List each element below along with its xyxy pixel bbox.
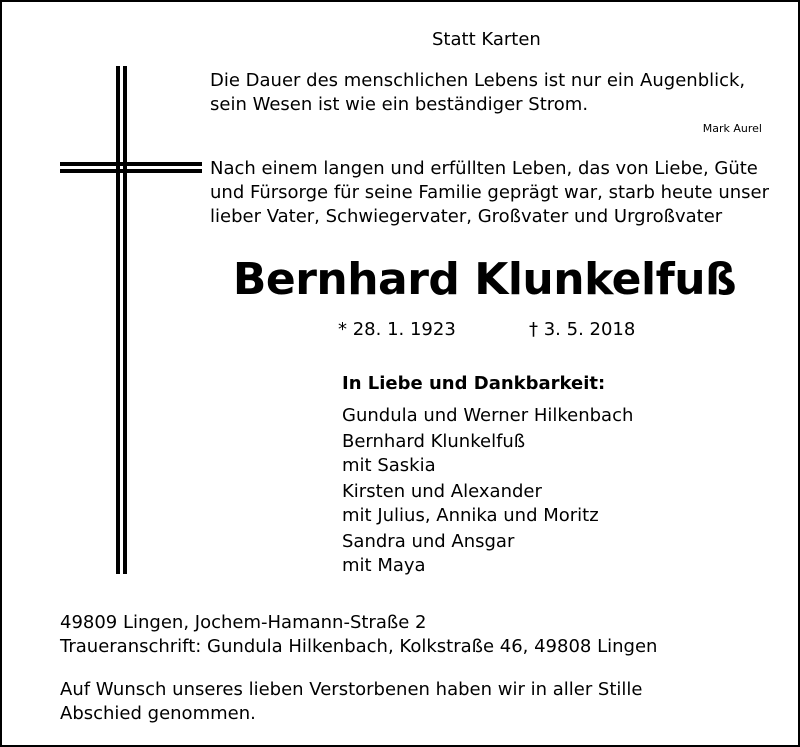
heading-statt-karten: Statt Karten	[432, 29, 541, 50]
mourner-line: Sandra und Ansgar	[342, 531, 515, 552]
mourner-line: Bernhard Klunkelfuß	[342, 431, 526, 452]
mourner-group	[342, 430, 633, 478]
mourner-group	[342, 480, 633, 528]
mourner-line: mit Julius, Annika und Moritz	[342, 505, 599, 526]
mourner-group	[342, 530, 633, 578]
intro-line: Nach einem langen und erfüllten Leben, das von Liebe, Güte	[210, 158, 758, 179]
death-date: † 3. 5. 2018	[529, 319, 636, 340]
quote-line: sein Wesen ist wie ein beständiger Strom.	[210, 94, 589, 115]
intro-line: lieber Vater, Schwiegervater, Großvater und Urgroßvater	[210, 206, 723, 227]
home-address: 49809 Lingen, Jochem-Hamann-Straße 2	[60, 612, 427, 633]
mourners-list	[342, 372, 633, 580]
quote-author: Mark Aurel	[702, 122, 762, 135]
mourner-line: Gundula und Werner Hilkenbach	[342, 405, 634, 426]
intro-line: und Fürsorge für seine Familie geprägt war, starb heute unser	[210, 182, 770, 203]
intro-text	[210, 157, 769, 229]
mourner-line: mit Maya	[342, 555, 426, 576]
deceased-name: Bernhard Klunkelfuß	[232, 254, 737, 305]
quote	[210, 69, 745, 117]
quote-line: Die Dauer des menschlichen Lebens ist nur ein Augenblick,	[210, 70, 746, 91]
closing-line: Abschied genommen.	[60, 703, 256, 724]
mourner-group	[342, 404, 633, 428]
closing-line: Auf Wunsch unseres lieben Verstorbenen haben wir in aller Stille	[60, 679, 643, 700]
mourner-line: Kirsten und Alexander	[342, 481, 542, 502]
birth-date: * 28. 1. 1923	[338, 319, 456, 340]
cross-icon	[60, 66, 202, 574]
closing-note	[60, 678, 643, 726]
address-block	[60, 611, 657, 659]
mourning-address: Traueranschrift: Gundula Hilkenbach, Kolkstraße 46, 49808 Lingen	[60, 636, 658, 657]
mourner-line: mit Saskia	[342, 455, 436, 476]
mourners-title: In Liebe und Dankbarkeit:	[342, 373, 606, 394]
